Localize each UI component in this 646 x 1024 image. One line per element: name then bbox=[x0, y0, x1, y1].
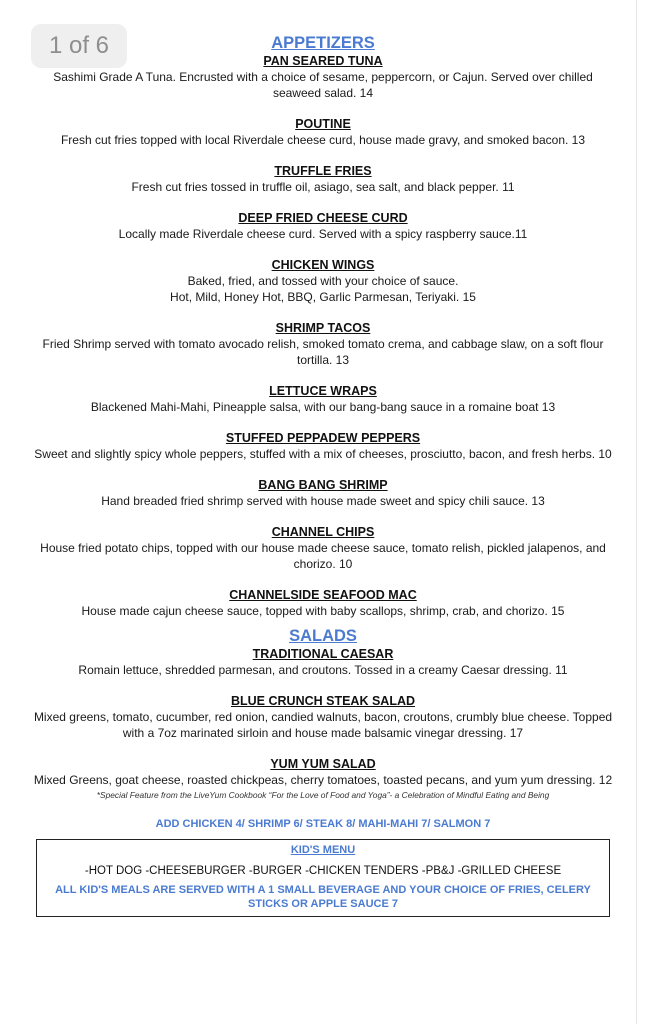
page-edge bbox=[636, 0, 637, 1024]
item-description: Fresh cut fries topped with local Riverdale cheese curd, house made gravy, and smoked bacon. 13 bbox=[60, 133, 586, 147]
item-description: Mixed greens, tomato, cucumber, red onion, candied walnuts, bacon, croutons, crumbly blue cheese. Topped with a 7oz marinated sirloin and house made balsamic vinegar dressing. 17 bbox=[33, 710, 613, 740]
menu-item-chicken-wings bbox=[28, 258, 618, 305]
menu-item-blue-crunch-steak-salad bbox=[28, 694, 618, 741]
menu-item-lettuce-wraps bbox=[28, 384, 618, 415]
kids-menu-note: ALL KID'S MEALS ARE SERVED WITH A 1 SMALL BEVERAGE AND YOUR CHOICE OF FRIES, CELERY STICKS OR APPLE SAUCE 7 bbox=[55, 884, 591, 910]
menu-item-stuffed-peppadew-peppers bbox=[28, 431, 618, 462]
kids-menu-items: -HOT DOG -CHEESEBURGER -BURGER -CHICKEN TENDERS -PB&J -GRILLED CHEESE bbox=[84, 865, 562, 877]
item-description: Locally made Riverdale cheese curd. Served with a spicy raspberry sauce.11 bbox=[118, 227, 528, 241]
item-name: STUFFED PEPPADEW PEPPERS bbox=[225, 431, 421, 445]
item-name: BLUE CRUNCH STEAK SALAD bbox=[230, 694, 416, 708]
menu-item-channelside-seafood-mac bbox=[28, 588, 618, 619]
menu-item-traditional-caesar bbox=[28, 647, 618, 678]
item-name: DEEP FRIED CHEESE CURD bbox=[238, 211, 408, 225]
item-description: Fresh cut fries tossed in truffle oil, asiago, sea salt, and black pepper. 11 bbox=[131, 180, 515, 194]
menu-item-yum-yum-salad bbox=[28, 757, 618, 801]
salads-heading: SALADS bbox=[289, 627, 357, 645]
menu-item-channel-chips bbox=[28, 525, 618, 572]
item-sauce-options: Hot, Mild, Honey Hot, BBQ, Garlic Parmesan, Teriyaki. 15 bbox=[170, 290, 476, 304]
item-name: CHANNEL CHIPS bbox=[271, 525, 375, 539]
item-name: LETTUCE WRAPS bbox=[269, 384, 377, 398]
appetizers-heading: APPETIZERS bbox=[271, 34, 375, 52]
item-description: Blackened Mahi-Mahi, Pineapple salsa, with our bang-bang sauce in a romaine boat 13 bbox=[90, 400, 556, 414]
item-name: SHRIMP TACOS bbox=[275, 321, 371, 335]
item-description: Hand breaded fried shrimp served with house made sweet and spicy chili sauce. 13 bbox=[101, 494, 545, 508]
item-name: TRADITIONAL CAESAR bbox=[252, 647, 394, 661]
kids-menu-box bbox=[36, 839, 610, 917]
menu-item-bang-bang-shrimp bbox=[28, 478, 618, 509]
item-name: PAN SEARED TUNA bbox=[263, 54, 383, 68]
item-name: CHANNELSIDE SEAFOOD MAC bbox=[229, 588, 417, 602]
menu-item-truffle-fries bbox=[28, 164, 618, 195]
item-name: TRUFFLE FRIES bbox=[274, 164, 372, 178]
item-description: Sweet and slightly spicy whole peppers, stuffed with a mix of cheeses, prosciutto, bacon, and fresh herbs. 10 bbox=[34, 447, 612, 461]
item-name: BANG BANG SHRIMP bbox=[258, 478, 388, 492]
cookbook-feature-note: *Special Feature from the LiveYum Cookbook “For the Love of Food and Yoga”- a Celebration of Mindful Eating and Being bbox=[96, 790, 550, 800]
menu-item-poutine bbox=[28, 117, 618, 148]
menu-item-deep-fried-cheese-curd bbox=[28, 211, 618, 242]
page-indicator: 1 of 6 bbox=[31, 24, 127, 68]
menu-item-shrimp-tacos bbox=[28, 321, 618, 368]
kids-menu-heading: KID'S MENU bbox=[290, 844, 356, 856]
item-description: Fried Shrimp served with tomato avocado relish, smoked tomato crema, and cabbage slaw, on a soft flour tortilla. 13 bbox=[42, 337, 604, 367]
item-description: Romain lettuce, shredded parmesan, and croutons. Tossed in a creamy Caesar dressing. 11 bbox=[78, 663, 568, 677]
item-description: Mixed Greens, goat cheese, roasted chickpeas, cherry tomatoes, toasted pecans, and yum yum dressing. 12 bbox=[33, 773, 613, 787]
item-description: House made cajun cheese sauce, topped with baby scallops, shrimp, crab, and chorizo. 15 bbox=[81, 604, 565, 618]
item-name: CHICKEN WINGS bbox=[271, 258, 375, 272]
item-description: House fried potato chips, topped with our house made cheese sauce, tomato relish, pickled jalapenos, and chorizo. 10 bbox=[40, 541, 606, 571]
menu-item-pan-seared-tuna bbox=[28, 54, 618, 101]
item-name: POUTINE bbox=[295, 117, 351, 131]
salad-addons: ADD CHICKEN 4/ SHRIMP 6/ STEAK 8/ MAHI-MAHI 7/ SALMON 7 bbox=[155, 818, 491, 830]
item-name: YUM YUM SALAD bbox=[270, 757, 376, 771]
item-description: Sashimi Grade A Tuna. Encrusted with a choice of sesame, peppercorn, or Cajun. Served over chilled seaweed salad. 14 bbox=[53, 70, 593, 100]
item-description: Baked, fried, and tossed with your choice of sauce. bbox=[187, 274, 459, 288]
menu-page bbox=[28, 34, 618, 917]
